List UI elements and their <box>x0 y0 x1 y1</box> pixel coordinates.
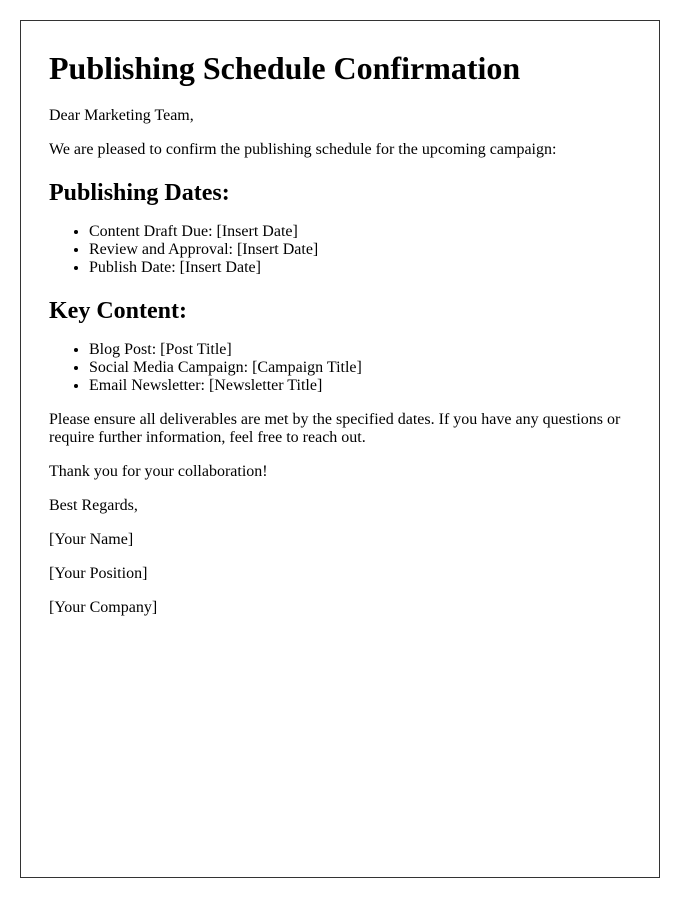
greeting: Dear Marketing Team, <box>49 107 194 124</box>
section-heading-key-content: Key Content: <box>49 298 187 324</box>
section-heading-publishing-dates: Publishing Dates: <box>49 180 230 206</box>
list-item: • Email Newsletter: [Newsletter Title] <box>89 377 631 395</box>
list-item: • Blog Post: [Post Title] <box>89 341 631 359</box>
page-title: Publishing Schedule Confirmation <box>49 50 521 86</box>
list-item: • Review and Approval: [Insert Date] <box>89 241 631 259</box>
thanks-line: Thank you for your collaboration! <box>49 463 268 480</box>
key-content-list <box>49 341 631 395</box>
list-item: • Social Media Campaign: [Campaign Title] <box>89 359 631 377</box>
sign-off: Best Regards, <box>49 497 138 514</box>
letter-page <box>20 20 660 878</box>
intro-paragraph: We are pleased to confirm the publishing schedule for the upcoming campaign: <box>49 141 557 158</box>
signature-name: [Your Name] <box>49 531 134 548</box>
list-item: • Content Draft Due: [Insert Date] <box>89 223 631 241</box>
publishing-dates-list <box>49 223 631 277</box>
list-item: • Publish Date: [Insert Date] <box>89 259 631 277</box>
signature-company: [Your Company] <box>49 599 158 616</box>
closing-note: Please ensure all deliverables are met by the specified dates. If you have any questions or require further information, feel free to reach out. <box>49 411 621 446</box>
signature-position: [Your Position] <box>49 565 148 582</box>
